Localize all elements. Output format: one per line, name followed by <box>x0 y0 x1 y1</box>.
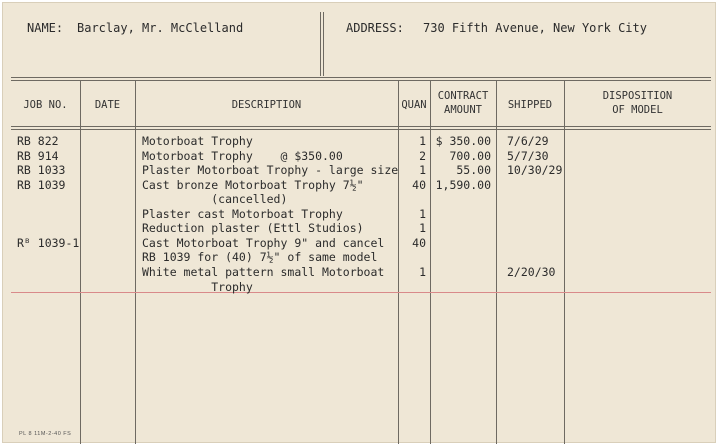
header-rule-top <box>11 77 711 78</box>
header-divider <box>320 12 321 76</box>
row-amount: 1,590.00 <box>435 177 491 192</box>
row-description: Reduction plaster (Ettl Studios) <box>142 221 364 236</box>
row-shipped: 10/30/29 <box>507 163 563 178</box>
header-divider-2 <box>323 12 324 76</box>
column-header-rule <box>11 126 711 127</box>
col-sep-5 <box>496 80 497 444</box>
col-header-description: DESCRIPTION <box>231 99 302 111</box>
row-quantity: 2 <box>419 148 426 163</box>
row-quantity: 1 <box>419 264 426 279</box>
row-job-no: RB 1033 <box>17 163 66 178</box>
row-shipped: 2/20/30 <box>507 264 556 279</box>
row-description: Trophy <box>142 279 253 294</box>
col-header-amount: AMOUNT <box>444 104 482 116</box>
row-shipped: 7/6/29 <box>507 134 549 148</box>
col-header-of-model: OF MODEL <box>612 104 663 116</box>
form-code: PL 8 11M-2-40 FS <box>19 431 72 437</box>
row-description: White metal pattern small Motorboat <box>142 264 385 279</box>
row-shipped: 5/7/30 <box>507 148 549 163</box>
row-quantity: 1 <box>419 221 426 236</box>
col-header-date: DATE <box>94 99 121 111</box>
row-description: Motorboat Trophy <box>142 134 253 148</box>
row-job-no: RB 914 <box>17 148 59 163</box>
row-description: (cancelled) <box>142 192 288 207</box>
row-quantity: 40 <box>412 235 426 250</box>
col-header-contract: CONTRACT <box>437 90 489 102</box>
col-header-job-no: JOB NO. <box>23 99 68 111</box>
col-header-quan: QUAN <box>401 99 427 111</box>
row-quantity: 1 <box>419 163 426 178</box>
col-sep-6 <box>564 80 565 444</box>
column-header-rule-2 <box>11 129 711 130</box>
row-quantity: 1 <box>419 134 426 148</box>
row-amount: $ 350.00 <box>435 134 491 148</box>
row-quantity: 40 <box>412 177 426 192</box>
col-header-disposition: DISPOSITION <box>602 90 673 102</box>
row-description: Cast bronze Motorboat Trophy 7½" <box>142 177 364 192</box>
row-description: Plaster Motorboat Trophy - large size <box>142 163 399 178</box>
row-description: RB 1039 for (40) 7½" of same model <box>142 250 378 265</box>
address-label: ADDRESS: <box>346 21 404 35</box>
row-job-no: Rᴮ 1039-1 <box>17 235 80 250</box>
name-label: NAME: <box>27 21 64 35</box>
header-rule-top-2 <box>11 80 711 81</box>
address-value: 730 Fifth Avenue, New York City <box>423 21 647 35</box>
col-sep-2 <box>135 80 136 444</box>
red-rule <box>11 292 711 293</box>
row-job-no: RB 822 <box>17 134 59 148</box>
name-value: Barclay, Mr. McClelland <box>77 21 244 35</box>
col-sep-3 <box>398 80 399 444</box>
row-job-no: RB 1039 <box>17 177 66 192</box>
row-quantity: 1 <box>419 206 426 221</box>
col-header-shipped: SHIPPED <box>507 99 553 111</box>
col-sep-1 <box>80 80 81 444</box>
row-amount: 55.00 <box>456 163 491 178</box>
row-description: Motorboat Trophy @ $350.00 <box>142 148 343 163</box>
row-amount: 700.00 <box>449 148 491 163</box>
row-description: Plaster cast Motorboat Trophy <box>142 206 343 221</box>
record-card <box>2 2 716 443</box>
row-description: Cast Motorboat Trophy 9" and cancel <box>142 235 385 250</box>
